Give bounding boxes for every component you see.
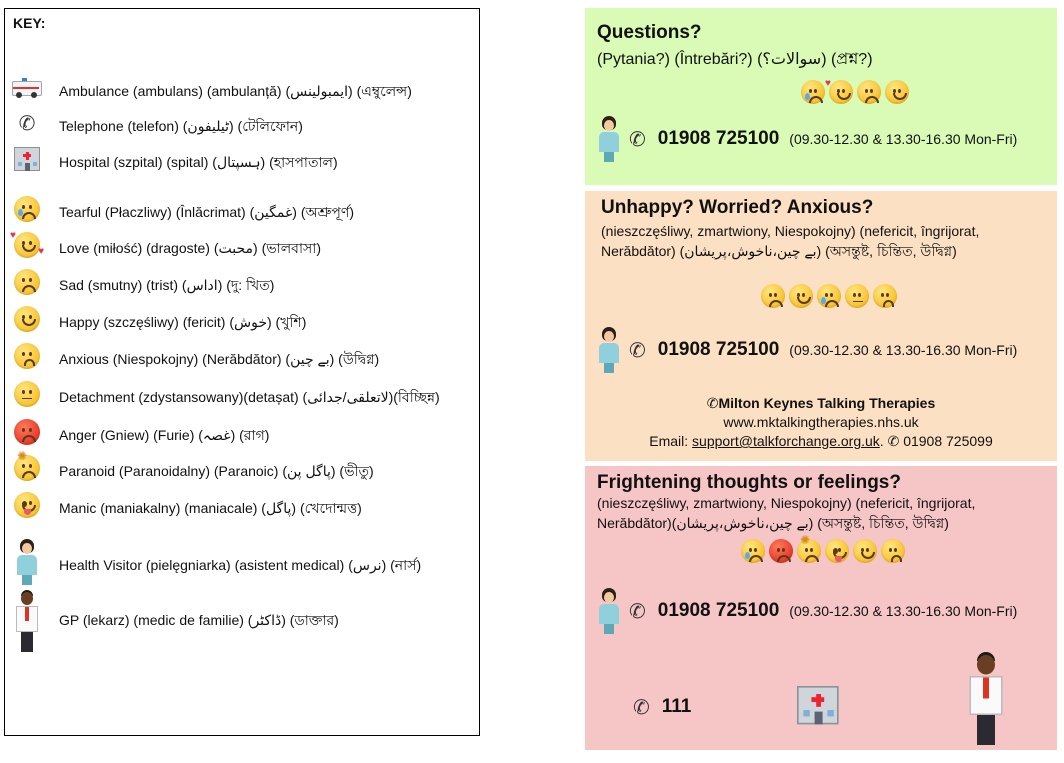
unhappy-phone-number[interactable]: 01908 725100 bbox=[657, 339, 780, 360]
telephone-icon: ✆ bbox=[629, 127, 646, 151]
key-label-anger: Anger (Gniew) (Furie) (غصہ) (রাগ) bbox=[59, 427, 270, 443]
unhappy-subtitle-line1: (nieszczęśliwy, zmartwiony, Niespokojny) (nefericit, îngrijorat, bbox=[601, 223, 980, 239]
anxious-face-icon bbox=[11, 341, 43, 371]
anxious-face-icon bbox=[873, 284, 897, 308]
key-label-manic: Manic (maniakalny) (maniacale) (پاگل) (খেদোন্মত্ত) bbox=[59, 500, 362, 516]
angry-face-icon bbox=[11, 417, 43, 447]
key-label-hospital: Hospital (szpital) (spital) (ہسپتال) (হাসপাতাল) bbox=[59, 154, 338, 170]
questions-title: Questions? bbox=[597, 22, 702, 43]
questions-phone-number[interactable]: 01908 725100 bbox=[657, 128, 780, 149]
frightening-emoji-row bbox=[741, 533, 905, 563]
key-label-ambulance: Ambulance (ambulans) (ambulanță) (ایمبولینس) (এম্বুলেন্স) bbox=[59, 83, 412, 99]
angry-face-icon bbox=[769, 539, 793, 563]
mkt-phone[interactable]: 01908 725099 bbox=[903, 433, 993, 449]
anxious-face-icon bbox=[881, 539, 905, 563]
love-face-icon: ♥ ♥ bbox=[10, 230, 44, 257]
happy-face-icon bbox=[11, 304, 43, 334]
questions-subtitle: (Pytania?) (Întrebări?) (سوالات؟) (প্রশ্ন?) bbox=[597, 51, 873, 68]
frightening-panel bbox=[585, 466, 1057, 750]
sad-face-icon bbox=[857, 80, 881, 104]
key-label-paranoid: Paranoid (Paranoidalny) (Paranoic) (پاگل پن) (ভীতু) bbox=[59, 463, 374, 479]
key-item-detachment bbox=[5, 379, 475, 409]
questions-hours: (09.30-12.30 & 13.30-16.30 Mon-Fri) bbox=[789, 131, 1018, 147]
key-item-gp bbox=[5, 602, 475, 632]
key-panel bbox=[4, 8, 480, 736]
happy-face-icon bbox=[885, 80, 909, 104]
key-label-health-visitor: Health Visitor (pielęgniarka) (asistent medical) (نرس) (নার্স) bbox=[59, 557, 422, 573]
telephone-icon: ✆ bbox=[633, 695, 650, 719]
zany-face-icon bbox=[825, 539, 849, 563]
unhappy-title: Unhappy? Worried? Anxious? bbox=[601, 197, 874, 218]
telephone-icon: ✆ bbox=[18, 111, 36, 135]
exploding-head-icon: ✺ bbox=[11, 453, 43, 483]
key-item-anger bbox=[5, 417, 475, 447]
ambulance-icon bbox=[11, 73, 43, 103]
tearful-face-icon bbox=[817, 284, 841, 308]
key-label-tearful: Tearful (Płaczliwy) (Înlăcrimat) (غمگین) (অশ্রুপূর্ণ) bbox=[59, 204, 354, 220]
key-item-love bbox=[5, 230, 475, 260]
questions-emoji-row bbox=[801, 80, 909, 104]
key-label-anxious: Anxious (Niespokojny) (Nerăbdător) (بے چین) (উদ্বিগ্ন) bbox=[59, 351, 380, 367]
telephone-icon: ✆ bbox=[629, 338, 646, 362]
hospital-icon bbox=[11, 144, 43, 174]
zany-face-icon bbox=[11, 490, 43, 520]
unhappy-emoji-row bbox=[761, 284, 897, 308]
key-item-manic bbox=[5, 490, 475, 520]
frightening-subtitle-line2: Nerăbdător)(بے چین،ناخوش،پریشان) (অসন্তুষ্ট, চিন্তিত, উদ্বিগ্ন) bbox=[597, 515, 949, 531]
mkt-email-link[interactable]: support@talkforchange.org.uk bbox=[692, 433, 880, 449]
key-label-detachment: Detachment (zdystansowany)(detașat) (لاتعلقی/جدائی)(বিচ্ছিন্ন) bbox=[59, 389, 440, 405]
key-item-ambulance bbox=[5, 73, 475, 103]
nurse-icon bbox=[595, 116, 623, 162]
sad-face-icon bbox=[761, 284, 785, 308]
frightening-title: Frightening thoughts or feelings? bbox=[597, 472, 901, 493]
key-item-telephone bbox=[5, 108, 475, 138]
hospital-icon bbox=[797, 686, 839, 724]
frightening-contact bbox=[595, 588, 1017, 634]
mkt-title: Milton Keynes Talking Therapies bbox=[718, 395, 936, 411]
key-label-gp: GP (lekarz) (medic de familie) (ڈاکٹر) (ডাক্তার) bbox=[59, 612, 339, 628]
mkt-url[interactable]: www.mktalkingtherapies.nhs.uk bbox=[723, 414, 919, 430]
happy-face-icon bbox=[853, 539, 877, 563]
nurse-icon bbox=[11, 538, 43, 586]
mkt-email-label: Email: bbox=[649, 433, 693, 449]
frightening-phone-number[interactable]: 01908 725100 bbox=[657, 600, 780, 621]
doctor-icon bbox=[965, 652, 1007, 745]
key-label-sad: Sad (smutny) (trist) (اداس) (দু: খিত) bbox=[59, 277, 275, 293]
tearful-face-icon bbox=[741, 539, 765, 563]
tearful-face-icon bbox=[11, 194, 43, 224]
key-title: KEY: bbox=[13, 15, 46, 31]
neutral-face-icon bbox=[845, 284, 869, 308]
unhappy-hours: (09.30-12.30 & 13.30-16.30 Mon-Fri) bbox=[789, 342, 1018, 358]
nurse-icon bbox=[595, 327, 623, 373]
telephone-icon: ✆ bbox=[706, 396, 719, 412]
happy-face-icon bbox=[789, 284, 813, 308]
neutral-face-icon bbox=[11, 379, 43, 409]
unhappy-subtitle-line2: Nerăbdător) (بے چین،ناخوش،پریشان) (অসন্তুষ্ট, চিন্তিত, উদ্বিগ্ন) bbox=[601, 243, 957, 259]
key-item-anxious bbox=[5, 341, 475, 371]
tearful-face-icon bbox=[801, 80, 825, 104]
key-label-happy: Happy (szczęśliwy) (fericit) (خوش) (খুশি) bbox=[59, 314, 307, 330]
telephone-icon: ✆ bbox=[629, 599, 646, 623]
key-item-hospital bbox=[5, 144, 475, 174]
questions-panel bbox=[585, 8, 1057, 185]
exploding-head-icon: ✺ bbox=[797, 539, 821, 563]
mkt-block: ✆Milton Keynes Talking Therapies www.mktalkingtherapies.nhs.uk Email: support@talkforchange.org.uk. ✆ 01908 725099 bbox=[585, 394, 1057, 451]
emergency-contact bbox=[633, 696, 701, 718]
frightening-hours: (09.30-12.30 & 13.30-16.30 Mon-Fri) bbox=[789, 603, 1018, 619]
doctor-icon bbox=[11, 590, 43, 652]
nurse-icon bbox=[595, 588, 623, 634]
key-item-sad bbox=[5, 267, 475, 297]
key-label-love: Love (miłość) (dragoste) (محبت) (ভালবাসা) bbox=[59, 240, 321, 256]
key-item-tearful bbox=[5, 194, 475, 224]
sad-face-icon bbox=[11, 267, 43, 297]
key-item-paranoid bbox=[5, 449, 475, 483]
key-label-telephone: Telephone (telefon) (ٹیلیفون) (টেলিফোন) bbox=[59, 118, 303, 134]
telephone-icon: ✆ bbox=[887, 434, 900, 450]
questions-contact bbox=[595, 116, 1017, 162]
unhappy-contact bbox=[595, 327, 1017, 373]
key-item-happy bbox=[5, 304, 475, 334]
emergency-phone-number[interactable]: 111 bbox=[661, 696, 692, 717]
unhappy-panel bbox=[585, 191, 1057, 461]
love-face-icon: ♥ bbox=[829, 80, 853, 104]
key-item-health-visitor bbox=[5, 547, 475, 577]
frightening-subtitle-line1: (nieszczęśliwy, zmartwiony, Niespokojny) (nefericit, îngrijorat, bbox=[597, 495, 976, 511]
